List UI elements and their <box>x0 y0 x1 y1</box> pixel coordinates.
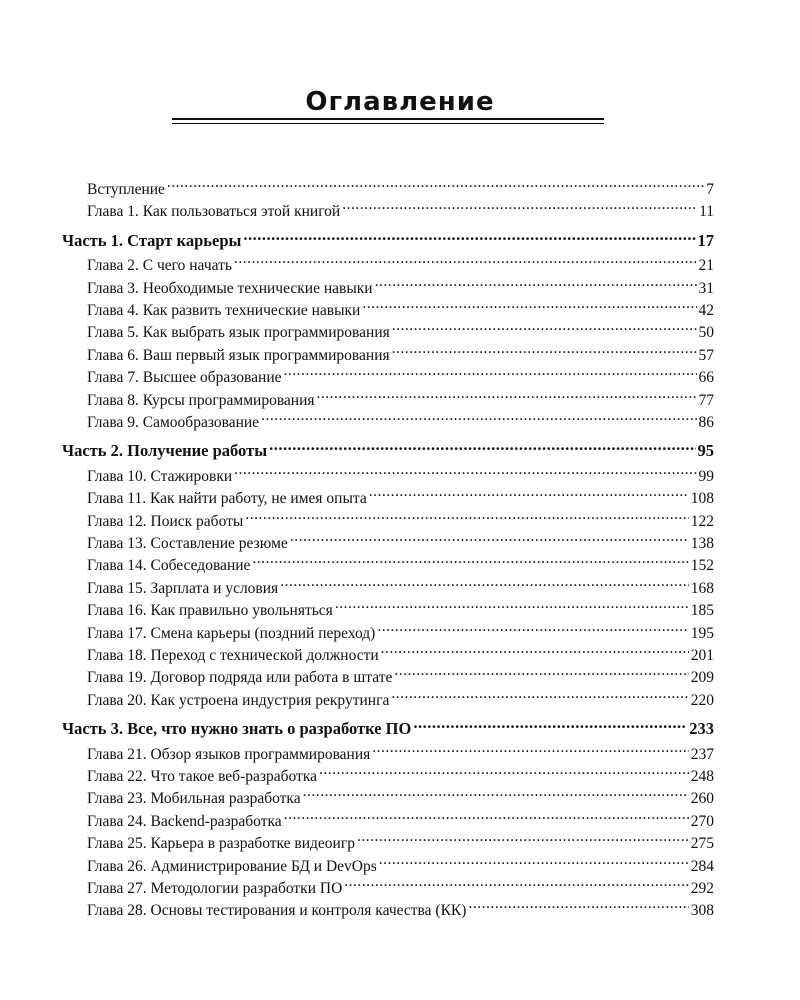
toc-chapter-entry <box>87 759 714 785</box>
dot-leader <box>284 804 689 826</box>
toc-chapter-entry <box>87 781 714 808</box>
toc-page-number: 237 <box>690 745 714 763</box>
toc-entry-title: Глава 27. Методологии разработки ПО <box>87 880 343 897</box>
toc-entry-title: Глава 28. Основы тестирования и контроля качества (КК) <box>87 902 467 920</box>
toc-page-number: 42 <box>698 302 714 319</box>
toc-entry-title: Глава 18. Переход с технической должности <box>87 647 379 664</box>
toc-chapter-entry <box>87 660 714 687</box>
toc-page-number: 95 <box>697 441 714 461</box>
toc-entry-title: Глава 25. Карьера в разработке видеоигр <box>87 835 355 853</box>
toc-chapter-entry <box>87 293 714 319</box>
toc-chapter-entry <box>87 849 714 875</box>
dot-leader <box>357 826 689 848</box>
toc-entry-title: Глава 3. Необходимые технические навыки <box>87 279 373 297</box>
toc-entry-title: Глава 8. Курсы программирования <box>87 391 315 409</box>
dot-leader <box>317 383 697 405</box>
dot-leader <box>392 315 697 337</box>
toc-entry-title: Глава 12. Поиск работы <box>87 512 244 530</box>
dot-leader <box>344 871 688 893</box>
toc-entry-title: Глава 23. Мобильная разработка <box>87 790 301 808</box>
dot-leader <box>342 194 697 216</box>
toc-chapter-entry <box>87 593 714 620</box>
toc-entry-title: Часть 3. Все, что нужно знать о разработке ПО <box>62 719 412 739</box>
toc-page-number: 275 <box>690 835 714 853</box>
dot-leader <box>290 526 689 548</box>
dot-leader <box>379 849 689 871</box>
toc-entry-title: Глава 4. Как развить технические навыки <box>87 302 361 319</box>
toc-chapter-entry <box>87 571 714 597</box>
dot-leader <box>391 683 688 705</box>
dot-leader <box>377 616 688 638</box>
toc-chapter-entry <box>87 360 714 387</box>
toc-page-number: 152 <box>690 557 714 575</box>
toc-page-number: 21 <box>698 257 714 275</box>
toc-entry-title: Глава 13. Составление резюме <box>87 535 288 552</box>
toc-page-number: 292 <box>690 880 714 897</box>
dot-leader <box>394 660 688 682</box>
toc-page-number: 77 <box>698 391 714 409</box>
page-title: Оглавление <box>305 87 495 118</box>
toc-page-number: 50 <box>698 324 714 342</box>
dot-leader <box>319 759 689 781</box>
toc-page-number: 57 <box>698 346 714 364</box>
toc-chapter-entry <box>87 893 714 920</box>
toc-chapter-entry <box>87 616 714 642</box>
toc-entry-title: Глава 22. Что такое веб-разработка <box>87 768 317 785</box>
toc-page-number: 308 <box>690 902 714 920</box>
toc-page-number: 122 <box>690 512 714 530</box>
toc-page-number: 260 <box>690 790 714 808</box>
toc-chapter-entry <box>87 338 714 364</box>
dot-leader <box>468 893 688 915</box>
dot-leader <box>372 737 688 759</box>
toc-entry-title: Вступление <box>87 181 165 198</box>
toc-page-number: 220 <box>690 691 714 709</box>
toc-entry-title: Глава 10. Стажировки <box>87 467 233 485</box>
toc-chapter-entry <box>87 172 714 198</box>
toc-entry-title: Глава 21. Обзор языков программирования <box>87 745 371 763</box>
toc-chapter-entry <box>87 526 714 552</box>
dot-leader <box>234 248 697 270</box>
toc-chapter-entry <box>87 271 714 297</box>
dot-leader <box>167 172 704 194</box>
toc-chapter-entry <box>87 548 714 575</box>
toc-entry-title: Глава 6. Ваш первый язык программирования <box>87 346 390 364</box>
toc-chapter-entry <box>87 504 714 530</box>
toc-page-number: 284 <box>690 857 714 875</box>
toc-chapter-entry <box>87 315 714 342</box>
toc-page-number: 195 <box>690 624 714 642</box>
dot-leader <box>303 781 689 803</box>
toc-entry-title: Глава 7. Высшее образование <box>87 369 282 387</box>
toc-entry-title: Глава 20. Как устроена индустрия рекрутинга <box>87 691 390 709</box>
toc-page-number: 138 <box>690 535 714 552</box>
dot-leader <box>243 224 695 246</box>
toc-page-number: 209 <box>690 669 714 687</box>
toc-chapter-entry <box>87 871 714 897</box>
toc-page-number: 7 <box>706 181 714 198</box>
dot-leader <box>413 712 687 734</box>
dot-leader <box>245 504 688 526</box>
toc-chapter-entry <box>87 248 714 275</box>
toc-page-number: 86 <box>698 414 714 431</box>
dot-leader <box>252 548 688 570</box>
toc-entry-title: Глава 11. Как найти работу, не имея опыта <box>87 490 367 508</box>
toc-chapter-entry <box>87 383 714 409</box>
dot-leader <box>280 571 689 593</box>
dot-leader <box>392 338 697 360</box>
toc-page-number: 185 <box>690 602 714 620</box>
toc-entry-title: Часть 2. Получение работы <box>62 441 268 461</box>
toc-chapter-entry <box>87 459 714 485</box>
toc-chapter-entry <box>87 683 714 709</box>
toc-page-number: 31 <box>698 279 714 297</box>
toc-entry-title: Глава 9. Самообразование <box>87 414 260 431</box>
dot-leader <box>269 434 695 456</box>
toc-page-number: 201 <box>690 647 714 664</box>
toc-page-number: 233 <box>689 719 714 739</box>
toc-page-number: 270 <box>690 812 714 830</box>
toc-entry-title: Глава 16. Как правильно увольняться <box>87 602 333 620</box>
toc-entry-title: Глава 5. Как выбрать язык программирования <box>87 324 390 342</box>
dot-leader <box>261 405 696 427</box>
toc-chapter-entry <box>87 638 714 664</box>
toc-chapter-entry <box>87 826 714 853</box>
dot-leader <box>381 638 689 660</box>
toc-entry-title: Глава 19. Договор подряда или работа в штате <box>87 669 393 687</box>
dot-leader <box>234 459 696 481</box>
toc-part-entry <box>62 434 714 461</box>
toc-part-entry <box>62 224 714 250</box>
toc-entry-title: Глава 1. Как пользоваться этой книгой <box>87 203 341 221</box>
toc-chapter-entry <box>87 481 714 508</box>
toc-page-number: 66 <box>698 369 714 387</box>
toc-page-number: 11 <box>699 203 714 221</box>
dot-leader <box>362 293 696 315</box>
toc-entry-title: Глава 15. Зарплата и условия <box>87 579 279 597</box>
toc-entry-title: Глава 14. Собеседование <box>87 557 251 575</box>
toc-part-entry <box>62 712 714 739</box>
toc-entry-title: Глава 17. Смена карьеры (поздний переход) <box>87 624 376 642</box>
toc-entry-title: Часть 1. Старт карьеры <box>62 230 242 250</box>
toc-chapter-entry <box>87 804 714 830</box>
title-underline <box>172 118 604 124</box>
dot-leader <box>369 481 689 503</box>
toc-entry-title: Глава 26. Администрирование БД и DevOps <box>87 857 377 875</box>
toc-chapter-entry <box>87 405 714 431</box>
toc-page-number: 17 <box>697 230 714 250</box>
toc-page-number: 108 <box>690 490 714 508</box>
toc-chapter-entry <box>87 737 714 763</box>
toc-page-number: 168 <box>690 579 714 597</box>
toc-chapter-entry <box>87 194 714 221</box>
toc-page-number: 99 <box>698 467 714 485</box>
dot-leader <box>335 593 689 615</box>
dot-leader <box>375 271 697 293</box>
toc-entry-title: Глава 2. С чего начать <box>87 257 232 275</box>
toc-page-number: 248 <box>690 768 714 785</box>
dot-leader <box>284 360 697 382</box>
toc-entry-title: Глава 24. Backend-разработка <box>87 812 282 830</box>
